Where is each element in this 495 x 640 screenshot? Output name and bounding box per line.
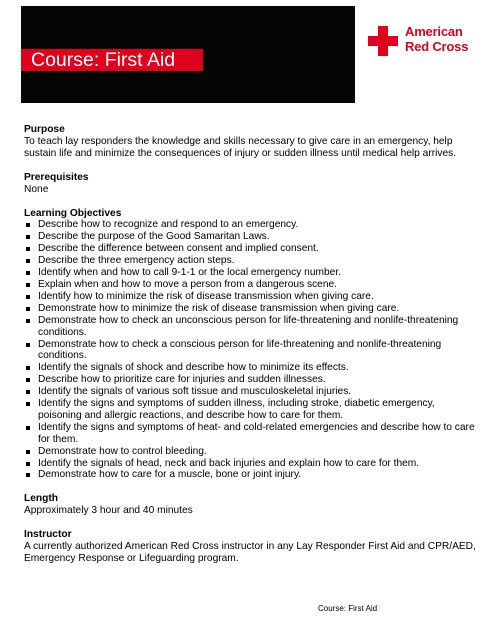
objective-text: Describe how to recognize and respond to an emergency. [38,219,299,231]
bullet-icon [26,366,30,370]
purpose-heading: Purpose [24,124,65,135]
red-cross-icon [368,26,398,56]
bullet-icon [26,223,30,227]
logo-line-2: Red Cross [405,39,469,54]
bullet-icon [26,283,30,287]
bullet-icon [26,402,30,406]
objective-item [24,422,476,446]
length-heading: Length [24,493,58,505]
objective-item [24,374,476,386]
objective-item [24,303,476,315]
objective-text: Identify the signals of head, neck and back injuries and explain how to care for them. [38,457,420,469]
objective-item [24,267,476,279]
course-content [24,124,476,577]
bullet-icon [26,271,30,275]
objectives-heading: Learning Objectives [24,207,122,219]
bullet-icon [26,235,30,239]
objective-item [24,279,476,291]
objective-item [24,219,476,231]
purpose-text: To teach lay responders the knowledge and skills necessary to give care in an emergency, help sustain life and minimize the consequences of injury or sudden illness until medical help arrives. [24,135,457,159]
objective-text: Demonstrate how to control bleeding. [38,445,207,457]
course-title: Course: First Aid [31,49,176,71]
objective-item [24,386,476,398]
objective-text: Identify the signs and symptoms of sudden illness, including stroke, diabetic emergency, poisoning and allergic reactions, and describe how to care for them. [38,398,435,421]
objective-item [24,458,476,470]
objectives-list [24,219,476,481]
bullet-icon [26,378,30,382]
bullet-icon [26,307,30,311]
objective-item [24,291,476,303]
objective-text: Explain when and how to move a person from a dangerous scene. [38,278,338,290]
length-section [24,493,476,517]
logo-line-1: American [405,24,463,39]
objective-text: Identify the signs and symptoms of heat- and cold-related emergencies and describe how to care for them. [38,421,475,445]
objective-text: Demonstrate how to check an unconscious person for life-threatening and nonlife-threatening conditions. [38,314,459,338]
objective-text: Identify when and how to call 9-1-1 or the local emergency number. [38,267,341,279]
objective-item [24,255,476,267]
objective-text: Describe the difference between consent and implied consent. [38,243,319,255]
bullet-icon [26,473,30,477]
bullet-icon [26,450,30,454]
bullet-icon [26,426,30,430]
page-footer: Course: First Aid [318,604,378,613]
bullet-icon [26,462,30,466]
objective-item [24,315,476,339]
objective-text: Identify the signals of various soft tissue and musculoskeletal injuries. [38,386,352,398]
prerequisites-section [24,172,476,196]
logo-wordmark [405,24,468,54]
objective-text: Describe the three emergency action steps. [38,255,235,267]
objective-item [24,469,476,481]
prerequisites-text: None [24,183,49,195]
instructor-heading: Instructor [24,529,72,541]
bullet-icon [26,247,30,251]
length-text: Approximately 3 hour and 40 minutes [24,505,193,517]
bullet-icon [26,343,30,347]
objective-text: Describe how to prioritize care for injuries and sudden illnesses. [38,374,326,386]
bullet-icon [26,295,30,299]
objective-item [24,339,476,363]
red-cross-logo [368,23,488,59]
objective-text: Describe the purpose of the Good Samaritan Laws. [38,231,270,243]
instructor-section [24,529,476,565]
prerequisites-heading: Prerequisites [24,171,89,183]
objective-text: Demonstrate how to care for a muscle, bone or joint injury. [38,469,302,481]
objective-item [24,231,476,243]
objective-text: Identify how to minimize the risk of disease transmission when giving care. [38,290,374,302]
bullet-icon [26,259,30,263]
bullet-icon [26,390,30,394]
objective-item [24,243,476,255]
bullet-icon [26,319,30,323]
instructor-text: A currently authorized American Red Cross instructor in any Lay Responder First Aid and CPR/AED, Emergency Response or Lifeguarding program. [24,541,476,564]
objective-text: Demonstrate how to check a conscious person for life-threatening and nonlife-threatening conditions. [38,338,442,362]
objectives-section [24,208,476,482]
purpose-section [24,124,476,160]
objective-text: Demonstrate how to minimize the risk of disease transmission when giving care. [38,302,400,314]
objective-item [24,362,476,374]
objective-item [24,398,476,422]
objective-item [24,446,476,458]
objective-text: Identify the signals of shock and describe how to minimize its effects. [38,362,349,374]
